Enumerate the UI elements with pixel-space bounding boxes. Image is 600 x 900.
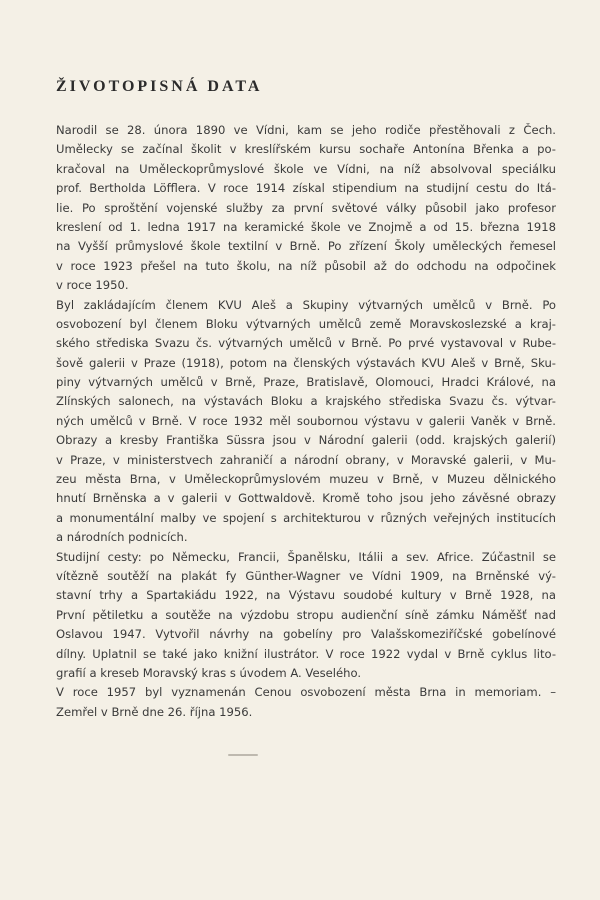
text-line: prof. Bertholda Löfflera. V roce 1914 získal stipendium na studijní cestu do Itá- bbox=[56, 181, 556, 196]
text-line: zeu města Brna, v Uměleckoprůmyslovém muzeu v Brně, v Muzeu dělnického bbox=[56, 472, 556, 487]
text-line: Studijní cesty: po Německu, Francii, Španělsku, Itálii a sev. Africe. Zúčastnil se bbox=[56, 549, 556, 564]
text-line: grafií a kreseb Moravský kras s úvodem A. Veselého. bbox=[56, 665, 362, 680]
pencil-underline-mark bbox=[228, 754, 258, 756]
text-line: Obrazy a kresby Františka Süssra jsou v Národní galerii (odd. krajských galerií) bbox=[56, 433, 556, 448]
text-line: Umělecky se začínal školit v kreslířském kursu sochaře Antonína Břenka a po- bbox=[56, 142, 556, 157]
text-line: kračoval na Uměleckoprůmyslové škole ve Vídni, na níž absolvoval speciálku bbox=[56, 161, 556, 176]
text-line: ského střediska Svazu čs. výtvarných umělců v Brně. Po prvé vystavoval v Rube- bbox=[56, 336, 556, 351]
biography-text bbox=[56, 121, 556, 722]
text-line: a monumentální malby ve spojení s architekturou v různých veřejných institucích bbox=[56, 510, 556, 525]
text-line: a národních podnicích. bbox=[56, 530, 188, 545]
page-title: ŽIVOTOPISNÁ DATA bbox=[56, 78, 263, 95]
text-line: kreslení od 1. ledna 1917 na keramické škole ve Znojmě a od 15. března 1918 bbox=[56, 219, 556, 234]
text-line: v roce 1950. bbox=[56, 278, 129, 293]
text-line: Zlínských salonech, na výstavách Bloku a krajského střediska Svazu čs. výtvar- bbox=[56, 394, 556, 409]
text-line: v Praze, v ministerstvech zahraničí a národní obrany, v Moravské galerii, v Mu- bbox=[56, 452, 556, 467]
text-line: šově galerii v Praze (1918), potom na členských výstavách KVU Aleš v Brně, Sku- bbox=[56, 355, 556, 370]
text-line: stavní trhy a Spartakiádu 1922, na Výstavu soudobé kultury v Brně 1928, na bbox=[56, 588, 556, 603]
text-line: Zemřel v Brně dne 26. října 1956. bbox=[56, 704, 253, 719]
text-line: Oslavou 1947. Vytvořil návrhy na gobelíny pro Valašskomeziříčské gobelínové bbox=[56, 627, 556, 642]
text-line: na Vyšší průmyslové škole textilní v Brně. Po zřízení Školy uměleckých řemesel bbox=[56, 239, 556, 254]
text-line: hnutí Brněnska a v galerii v Gottwaldově. Kromě toho jsou jeho závěsné obrazy bbox=[56, 491, 556, 506]
text-line: piny výtvarných umělců v Brně, Praze, Bratislavě, Olomouci, Hradci Králové, na bbox=[56, 375, 556, 390]
text-line: lie. Po sproštění vojenské služby za první světové války působil jako profesor bbox=[56, 200, 556, 215]
text-line: vítězně soutěží na plakát fy Günther-Wagner ve Vídni 1909, na Brněnské vý- bbox=[56, 568, 556, 583]
text-line: Narodil se 28. února 1890 ve Vídni, kam se jeho rodiče přestěhovali z Čech. bbox=[56, 123, 556, 137]
text-line: V roce 1957 byl vyznamenán Cenou osvobození města Brna in memoriam. – bbox=[56, 685, 556, 700]
text-line: První pětiletku a soutěže na výzdobu stropu audienční síně zámku Náměšť nad bbox=[56, 607, 556, 622]
text-line: ných umělců v Brně. V roce 1932 měl soubornou výstavu v galerii Vaněk v Brně. bbox=[56, 413, 556, 428]
text-line: osvobození byl členem Bloku výtvarných umělců země Moravskoslezské a kraj- bbox=[56, 316, 556, 331]
text-line: Byl zakládajícím členem KVU Aleš a Skupiny výtvarných umělců v Brně. Po bbox=[56, 297, 556, 312]
text-line: dílny. Uplatnil se také jako knižní ilustrátor. V roce 1922 vydal v Brně cyklus lito- bbox=[56, 646, 556, 661]
text-line: v roce 1923 přešel na tuto školu, na níž působil až do odchodu na odpočinek bbox=[56, 258, 556, 273]
